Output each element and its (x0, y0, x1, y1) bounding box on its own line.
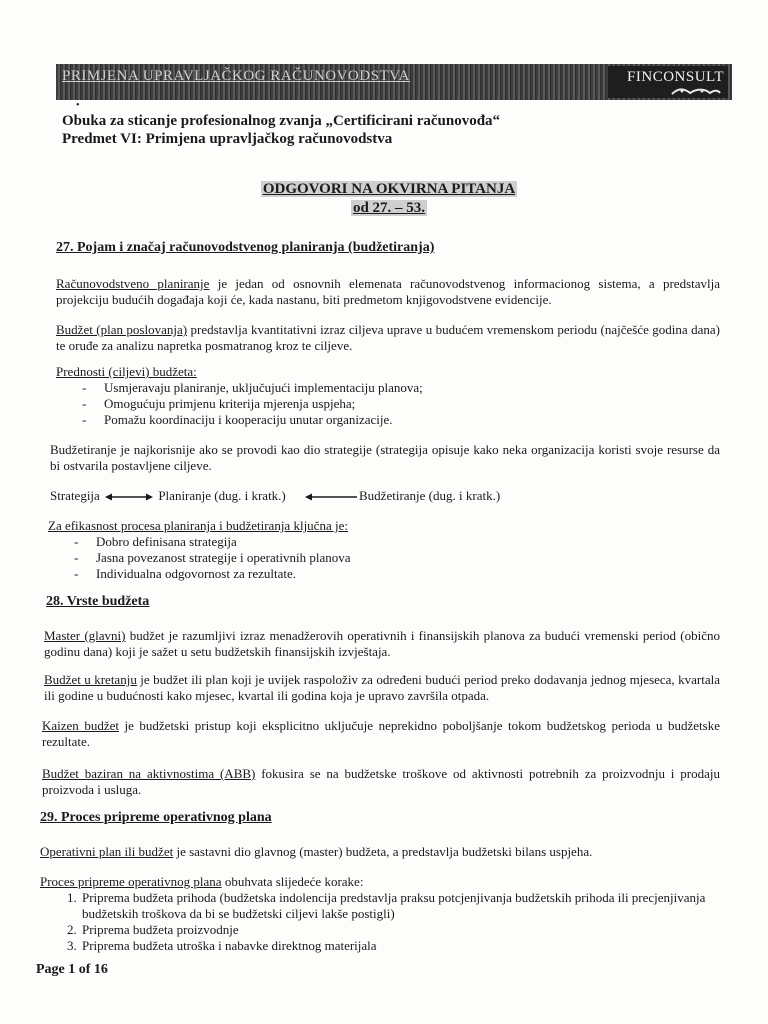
budget-type-rolling (44, 672, 720, 704)
course-line-1: Obuka za sticanje profesionalnog zvanja „Certificirani računovođa“ (62, 113, 501, 129)
q28-heading: 28. Vrste budžeta (46, 594, 150, 609)
section-title (254, 180, 524, 218)
q27-paragraph-2 (56, 322, 720, 354)
term-racunovodstveno-planiranje: Računovodstveno planiranje (56, 276, 210, 291)
list-item: - Usmjeravaju planiranje, uključujući implementaciju planova; (82, 380, 720, 396)
list-item: - Individualna odgovornost za rezultate. (74, 566, 720, 582)
brand-name: FINCONSULT (627, 69, 724, 85)
advantages-list (56, 380, 720, 428)
q29-steps (40, 874, 720, 954)
budget-type-master (44, 628, 720, 660)
flow-budzetiranje: Budžetiranje (dug. i kratk.) (359, 488, 501, 503)
list-item: 1. Priprema budžeta prihoda (budžetska indolencija predstavlja praksu potcjenjivanja budžetskih prihoda ili precjenjivanja budžetskih troškova da bi se budžetski ciljevi lakše postigli) (80, 890, 720, 922)
term-abb: Budžet baziran na aktivnostima (ABB) (42, 766, 256, 781)
section-title-text: ODGOVORI NA OKVIRNA PITANJA (262, 181, 516, 197)
list-item: - Jasna povezanost strategije i operativnih planova (74, 550, 720, 566)
steps-list (40, 890, 720, 954)
q27-heading: 27. Pojam i značaj računovodstvenog planiranja (budžetiranja) (56, 240, 435, 255)
list-item: - Omogućuju primjenu kriterija mjerenja uspjeha; (82, 396, 720, 412)
q27-heading-block (44, 240, 720, 256)
brand-logo-icon (670, 86, 722, 96)
efficiency-list (48, 534, 720, 582)
q27-p2-text: predstavlja kvantitativni izraz ciljeva uprave u budućem vremenskom periodu (najčešće godina dana) te oruđe za analizu napretka posmatranog kroz te ciljeve. (56, 322, 720, 353)
course-line-2: Predmet VI: Primjena upravljačkog računovodstva (62, 131, 393, 147)
term-operativni-plan: Operativni plan ili budžet (40, 844, 174, 859)
term-budzet: Budžet (plan poslovanja) (56, 322, 188, 337)
list-item: 2. Priprema budžeta proizvodnje (80, 922, 720, 938)
q29-steps-intro: obuhvata slijedeće korake: (221, 874, 364, 889)
kaizen-text: je budžetski pristup koji eksplicitno uključuje neprekidno poboljšanje tokom budžetskog perioda u budžetske rezultate. (42, 718, 720, 749)
flow-strategija: Strategija (50, 488, 100, 503)
abb-text: fokusira se na budžetske troškove od aktivnosti potrebnih za proizvodnju i prodaju proizvoda i usluga. (42, 766, 720, 797)
strategy-flow (50, 488, 720, 504)
term-kaizen: Kaizen budžet (42, 718, 119, 733)
q28-heading-block (46, 594, 722, 610)
q27-efficiency (48, 518, 720, 582)
budget-type-kaizen (42, 718, 720, 750)
term-proces-pripreme: Proces pripreme operativnog plana (40, 874, 222, 889)
page-number: Page 1 of 16 (36, 962, 108, 977)
list-item: - Pomažu koordinaciju i kooperaciju unutar organizacije. (82, 412, 720, 428)
list-item: 3. Priprema budžeta utroška i nabavke direktnog materijala (80, 938, 720, 954)
list-item: - Dobro definisana strategija (74, 534, 720, 550)
q27-advantages (56, 364, 720, 428)
term-master: Master (glavni) (44, 628, 126, 643)
budget-type-abb (42, 766, 720, 798)
q29-heading: 29. Proces pripreme operativnog plana (40, 810, 272, 825)
q29-heading-block (40, 810, 716, 826)
left-arrow-icon (305, 492, 357, 502)
double-arrow-icon (105, 492, 153, 502)
term-budzet-u-kretanju: Budžet u kretanju (44, 672, 137, 687)
section-range: od 27. – 53. (352, 200, 426, 216)
master-text: budžet je razumljivi izraz menadžerovih operativnih i finansijskih planova za budući vremenski period (obično godinu dana) koji je sažet u setu budžetskih finansijskih izvještaja. (44, 628, 720, 659)
course-title (62, 112, 500, 148)
q29-p1-text: je sastavni dio glavnog (master) budžeta, a predstavlja budžetski bilans uspjeha. (173, 844, 593, 859)
efficiency-label: Za efikasnost procesa planiranja i budžetiranja ključna je: (48, 518, 348, 533)
banner-title: PRIMJENA UPRAVLJAČKOG RAČUNOVODSTVA (62, 68, 410, 84)
stray-dot: • (76, 100, 80, 111)
q27-paragraph-1 (56, 276, 720, 308)
q29-paragraph-1 (40, 844, 720, 860)
header-banner (56, 64, 732, 100)
flow-planiranje: Planiranje (dug. i kratk.) (158, 488, 286, 503)
q27-paragraph-3: Budžetiranje je najkorisnije ako se provodi kao dio strategije (strategija opisuje kako neka organizacija koristi svoje resurse da bi ostvarila postavljene ciljeve. (50, 442, 720, 473)
brand-box (608, 66, 728, 98)
advantages-label: Prednosti (ciljevi) budžeta: (56, 364, 197, 379)
q27-p1-text: je jedan od osnovnih elemenata računovodstvenog informacionog sistema, a predstavlja projekciju budućih događaja koji će, kada nastanu, biti predmetom knjigovodstvene evidencije. (56, 276, 721, 307)
rolling-text: je budžet ili plan koji je uvijek raspoloživ za određeni budući period preko dodavanja jednog mjeseca, kvartala ili godine u budućnosti kako mjesec, kvartal ili godina koja je upravo završila otpada. (44, 672, 720, 703)
